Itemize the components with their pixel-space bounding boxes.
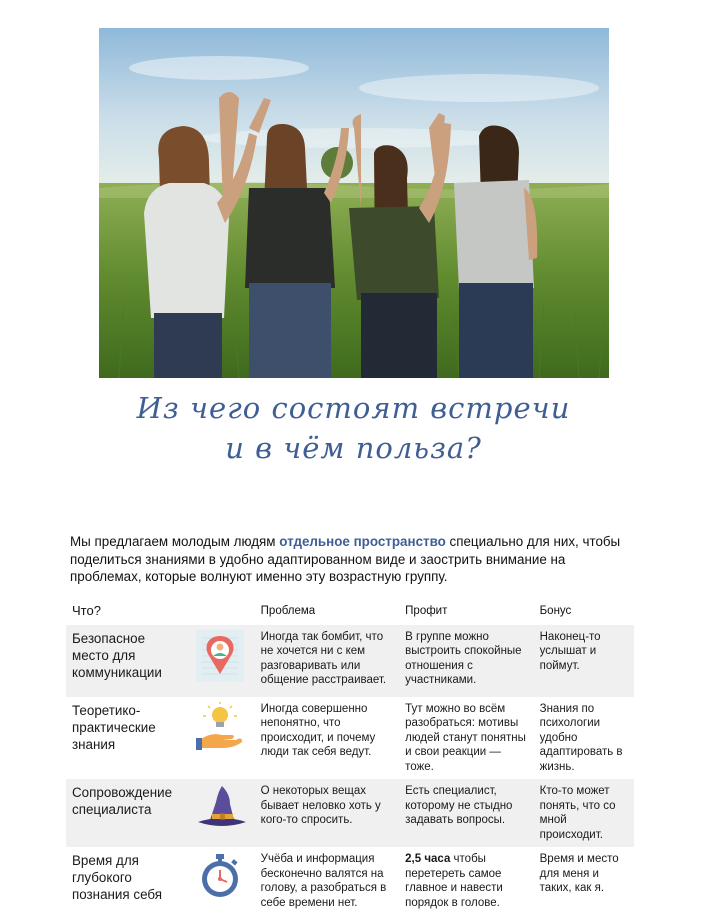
title-line-2: и в чём польза?: [225, 431, 482, 465]
header-bonus: Бонус: [539, 605, 572, 617]
wizard-hat-icon: [196, 784, 248, 832]
header-profit: Профит: [405, 605, 448, 617]
row-bonus: Наконец-то услышат и поймут.: [534, 625, 634, 697]
row-profit: В группе можно выстроить спокойные отношения с участниками.: [399, 625, 533, 697]
table-row: [66, 697, 634, 780]
location-person-icon: [196, 630, 244, 682]
row-problem: О некоторых вещах бывает неловко хоть у кого-то спросить.: [255, 779, 400, 847]
table-row: [66, 625, 634, 697]
table-row: [66, 779, 634, 847]
hand-lightbulb-icon: [196, 702, 244, 752]
section-title: [0, 388, 707, 468]
table-row: [66, 847, 634, 915]
benefits-table: [66, 598, 634, 915]
row-problem: Учёба и информация бесконечно валятся на голову, а разобраться в себе времени нет.: [260, 853, 387, 909]
intro-text-after: специально для них, чтобы поделиться знаниями в удобно адаптированном виде и заострить внимание на проблемах, которые волнуют именно эту возрастную группу.: [70, 534, 621, 585]
intro-text-before: Мы предлагаем молодым людям: [70, 534, 280, 550]
intro-highlight: отдельное пространство: [279, 534, 446, 550]
header-problem: Проблема: [260, 605, 316, 617]
row-problem: Иногда совершенно непонятно, что происходит, и почему люди так себя ведут.: [260, 702, 376, 758]
table-header-row: [66, 598, 634, 625]
row-what: Сопровождение специалиста: [66, 779, 190, 847]
row-profit: Тут можно во всём разобраться: мотивы людей станут понятны и свои реакции — тоже.: [405, 702, 526, 773]
row-bonus: Кто-то может понять, что со мной происходит.: [534, 779, 634, 847]
row-what: Время для глубокого познания себя: [72, 853, 162, 902]
row-problem: Иногда так бомбит, что не хочется ни с кем разговаривать или общение расстраивает.: [255, 625, 400, 697]
row-bonus: Время и место для меня и таких, как я.: [539, 853, 619, 894]
stopwatch-icon: [196, 852, 244, 900]
row-bonus: Знания по психологии удобно адаптировать в жизнь.: [539, 702, 623, 773]
intro-paragraph: [70, 533, 640, 586]
row-profit: Есть специалист, которому не стыдно задавать вопросы.: [399, 779, 533, 847]
title-line-1: Из чего состоят встречи: [136, 391, 571, 425]
header-what: Что?: [72, 603, 101, 618]
header-icon-spacer: [190, 598, 254, 625]
row-what: Теоретико-практические знания: [72, 702, 156, 752]
row-profit: [399, 847, 533, 915]
row-what: Безопасное место для коммуникации: [66, 625, 190, 697]
row-profit-rest: чтобы перетереть самое главное и навести порядок в голове.: [405, 853, 503, 909]
hero-photo: [99, 28, 609, 378]
row-profit-bold: 2,5 часа: [405, 853, 451, 865]
